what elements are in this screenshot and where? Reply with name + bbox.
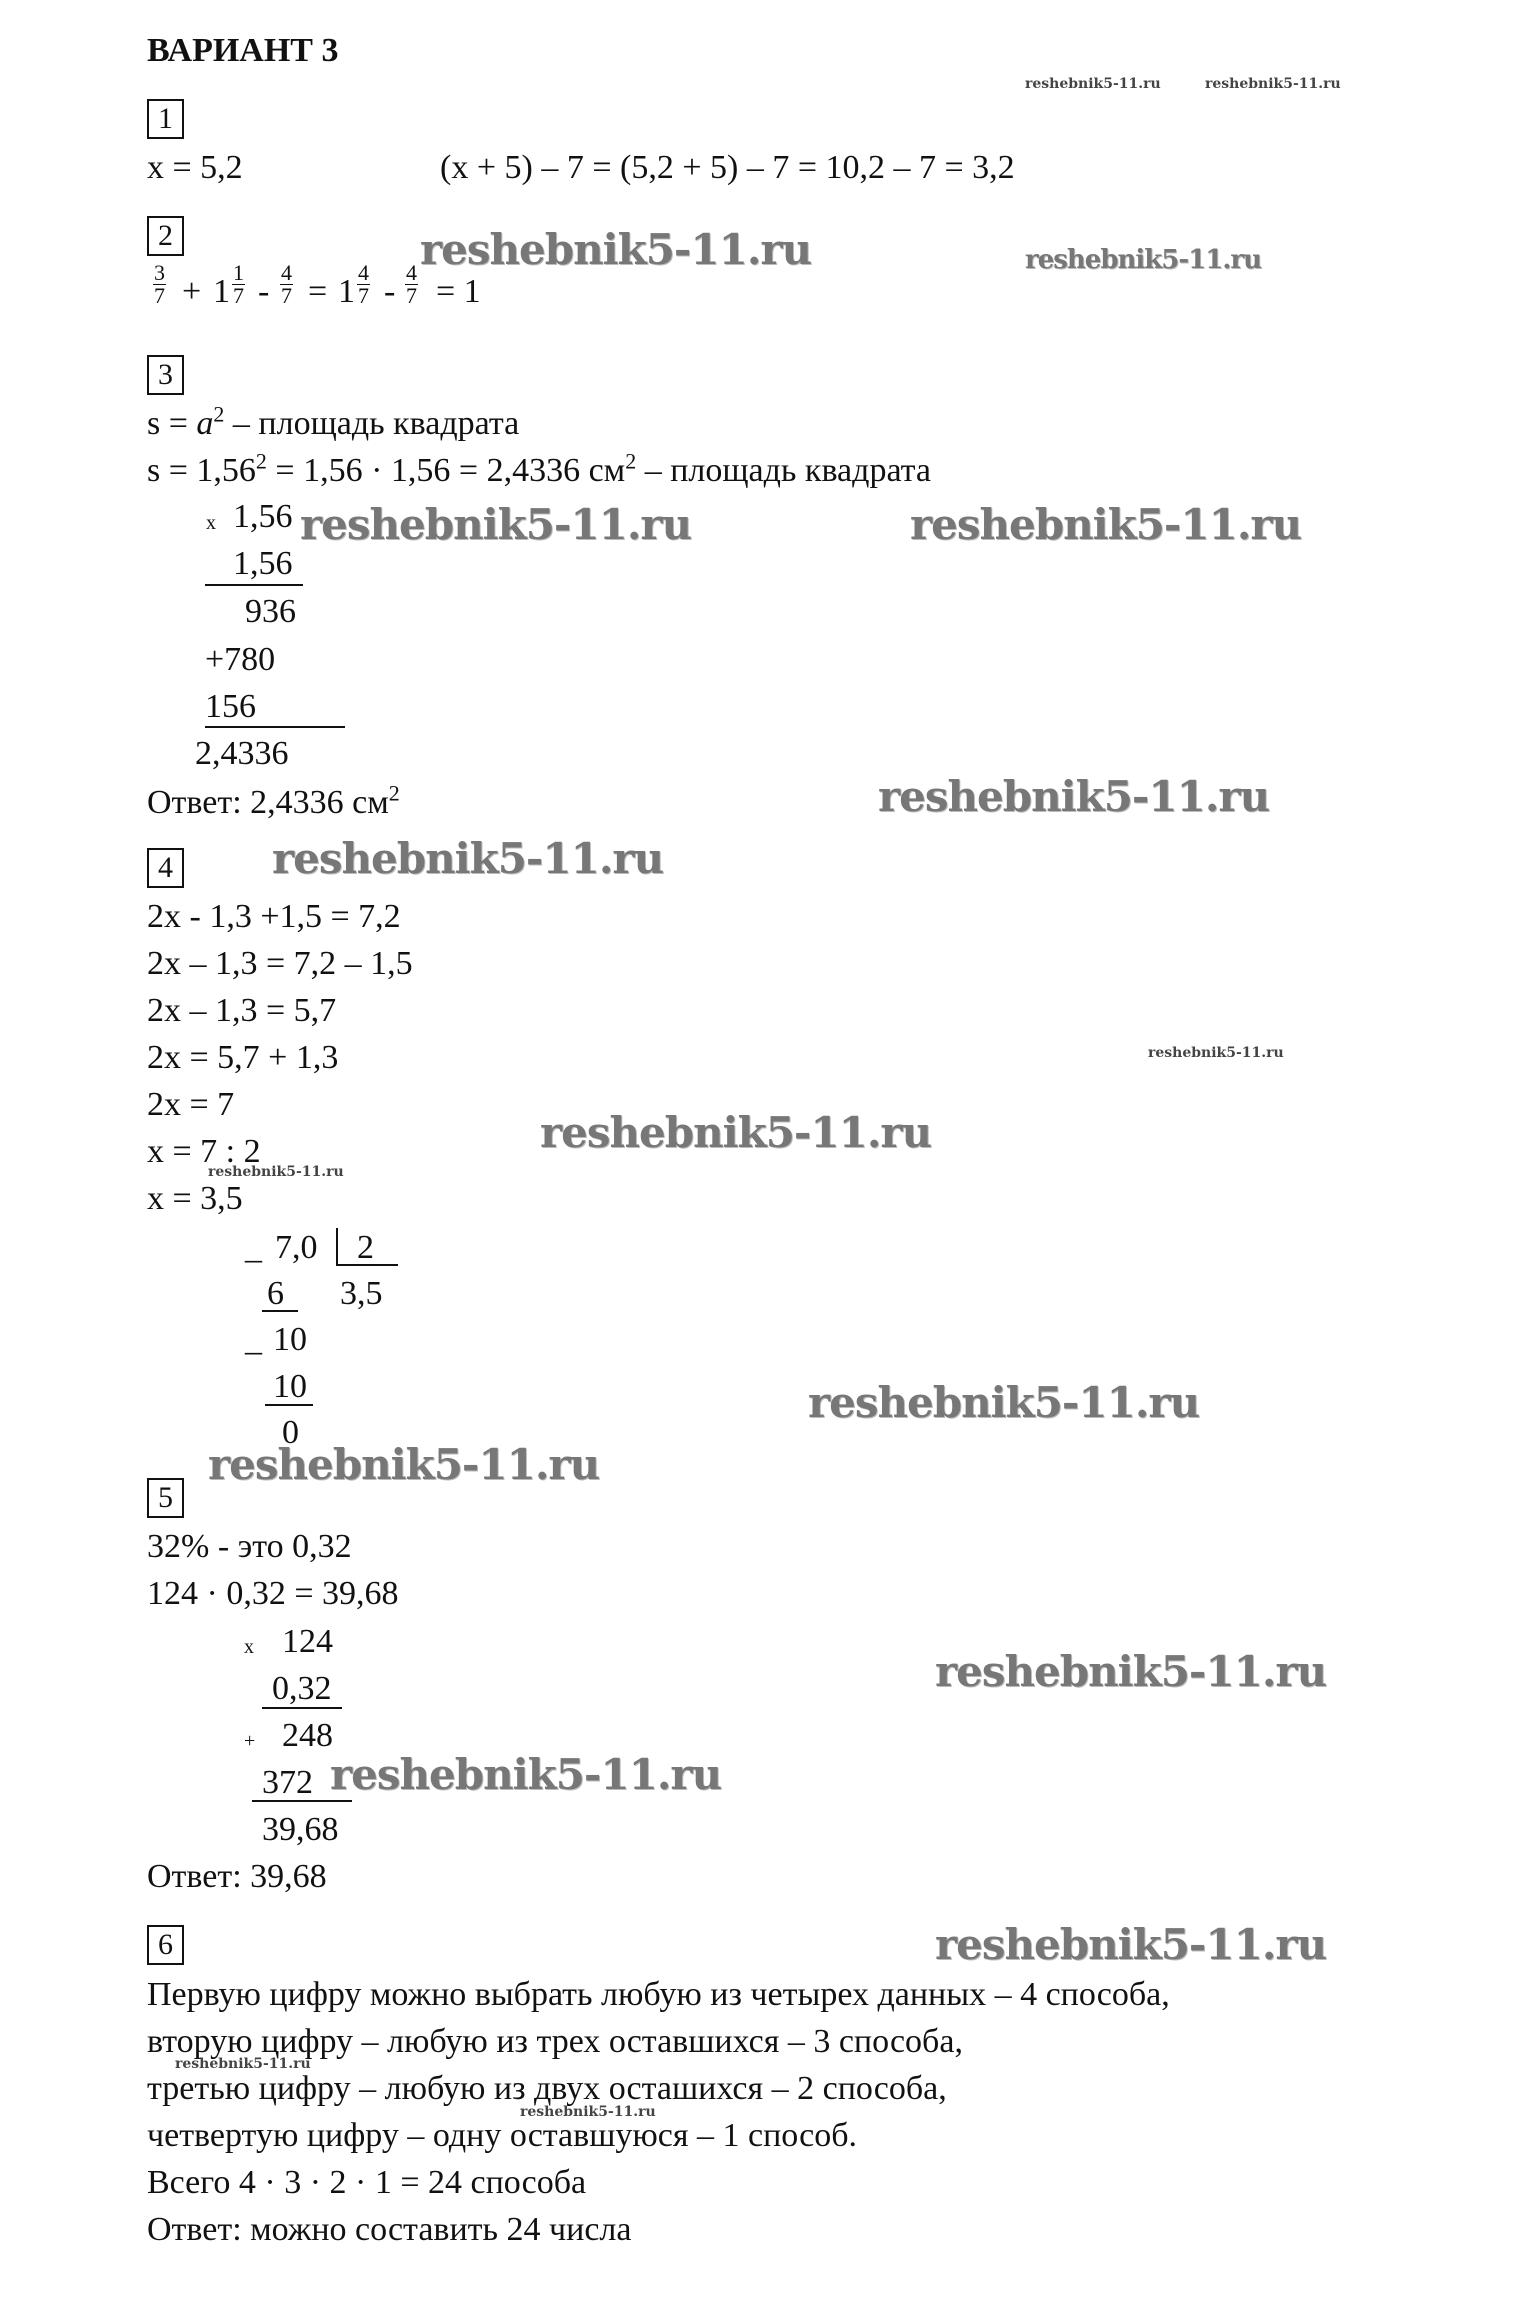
calc-underline <box>252 1800 352 1802</box>
calc-underline <box>262 1310 298 1312</box>
equation-line: 2x = 7 <box>147 1086 235 1123</box>
task-number-box: 3 <box>147 355 184 395</box>
calc-result: 39,68 <box>262 1811 339 1848</box>
task-number-box: 5 <box>147 1478 184 1518</box>
division-remainder: 0 <box>282 1414 299 1451</box>
equation-line: x = 3,5 <box>147 1180 243 1217</box>
calc-partial: 248 <box>282 1717 333 1754</box>
answer-line: Ответ: 2,4336 $см^2$ <box>147 780 400 821</box>
division-subtrahend: 6 <box>267 1275 284 1312</box>
equation-line: x = 7 : 2 <box>147 1133 261 1170</box>
calc-underline <box>262 1707 342 1709</box>
task-line: (x + 5) – 7 = (5,2 + 5) – 7 = 10,2 – 7 = 3,2 <box>440 149 1015 186</box>
calc-underline <box>205 726 345 728</box>
task-number-box: 2 <box>147 216 184 256</box>
calc-operand: 124 <box>282 1623 333 1660</box>
result: = 1 <box>436 273 481 310</box>
watermark: reshebnik5-11.ru <box>208 1164 344 1180</box>
task-number-box: 4 <box>147 848 184 888</box>
watermark: reshebnik5-11.ru <box>420 225 812 274</box>
fraction: $\frac{4}{7}$ <box>406 260 417 308</box>
multiply-sign: x <box>206 512 216 534</box>
calc-underline <box>265 1404 313 1406</box>
page-title: ВАРИАНТ 3 <box>147 32 339 69</box>
formula-line: $s = 1,56^2 = 1,56 \cdot 1,56 = 2,4336$ $см^2$ – площадь квадрата <box>147 448 932 489</box>
task-line: Всего 4 · 3 · 2 · 1 = 24 способа <box>147 2164 587 2201</box>
calc-partial: 156 <box>205 688 256 725</box>
task-line: Первую цифру можно выбрать любую из четырех данных – 4 способа, <box>147 1976 1170 2013</box>
answer-line: Ответ: 39,68 <box>147 1858 327 1895</box>
calc-partial: 372 <box>262 1764 313 1801</box>
multiply-sign: x <box>244 1636 254 1658</box>
task-number-box: 6 <box>147 1925 184 1965</box>
fraction: $\frac{1}{7}$ <box>233 260 244 308</box>
calc-partial: 936 <box>245 593 296 630</box>
equation-line: 2x = 5,7 + 1,3 <box>147 1039 339 1076</box>
task-line: вторую цифру – любую из трех оставшихся – 3 способа, <box>147 2023 963 2060</box>
divisor-underline <box>336 1264 398 1266</box>
operator: - <box>258 273 270 310</box>
watermark: reshebnik5-11.ru <box>1025 245 1262 275</box>
operator: + <box>182 273 202 310</box>
calc-partial: +780 <box>205 641 276 678</box>
plus-sign: + <box>244 1730 256 1752</box>
divisor: 2 <box>357 1229 374 1266</box>
division-subtrahend: 10 <box>273 1368 307 1405</box>
operator: = <box>308 273 328 310</box>
calc-operand: 0,32 <box>272 1670 332 1707</box>
operator: - <box>384 273 396 310</box>
formula-line: $s = a^2$ – площадь квадрата <box>147 401 520 442</box>
fraction: $\frac{3}{7}$ <box>154 260 165 308</box>
watermark: reshebnik5-11.ru <box>175 2056 311 2072</box>
task-line: x = 5,2 <box>147 149 243 186</box>
watermark: reshebnik5-11.ru <box>910 500 1302 549</box>
watermark: reshebnik5-11.ru <box>878 772 1270 821</box>
whole-number: 1 <box>338 273 355 310</box>
watermark: reshebnik5-11.ru <box>330 1750 722 1799</box>
answer-line: Ответ: можно составить 24 числа <box>147 2211 632 2248</box>
watermark: reshebnik5-11.ru <box>1148 1045 1284 1061</box>
calc-result: 2,4336 <box>195 735 289 772</box>
fraction: $\frac{4}{7}$ <box>281 260 292 308</box>
task-line: четвертую цифру – одну оставшуюся – 1 способ. <box>147 2117 858 2154</box>
whole-number: 1 <box>213 273 230 310</box>
watermark: reshebnik5-11.ru <box>520 2104 656 2120</box>
task-line: 124 · 0,32 = 39,68 <box>147 1575 399 1612</box>
equation-line: 2x – 1,3 = 5,7 <box>147 992 337 1029</box>
calc-operand: 1,56 <box>233 545 293 582</box>
quotient: 3,5 <box>340 1275 383 1312</box>
dividend: 7,0 <box>275 1229 318 1266</box>
task-line: третью цифру – любую из двух осташихся – 2 способа, <box>147 2070 947 2107</box>
division-minus: _ <box>245 1321 262 1358</box>
watermark: reshebnik5-11.ru <box>935 1647 1327 1696</box>
watermark: reshebnik5-11.ru <box>935 1920 1327 1969</box>
watermark: reshebnik5-11.ru <box>540 1108 932 1157</box>
watermark: reshebnik5-11.ru <box>1025 76 1161 92</box>
task-line: 32% - это 0,32 <box>147 1528 352 1565</box>
calc-operand: 1,56 <box>233 498 293 535</box>
watermark: reshebnik5-11.ru <box>300 500 692 549</box>
task-number-box: 1 <box>147 99 184 139</box>
fraction: $\frac{4}{7}$ <box>358 260 369 308</box>
watermark: reshebnik5-11.ru <box>808 1378 1200 1427</box>
watermark: reshebnik5-11.ru <box>1205 76 1341 92</box>
equation-line: 2x - 1,3 +1,5 = 7,2 <box>147 898 401 935</box>
equation-line: 2x – 1,3 = 7,2 – 1,5 <box>147 945 413 982</box>
division-minus: _ <box>245 1229 262 1266</box>
division-remainder: 10 <box>273 1321 307 1358</box>
division-bar <box>336 1228 338 1264</box>
watermark: reshebnik5-11.ru <box>272 834 664 883</box>
calc-underline <box>205 584 303 586</box>
watermark: reshebnik5-11.ru <box>208 1440 600 1489</box>
